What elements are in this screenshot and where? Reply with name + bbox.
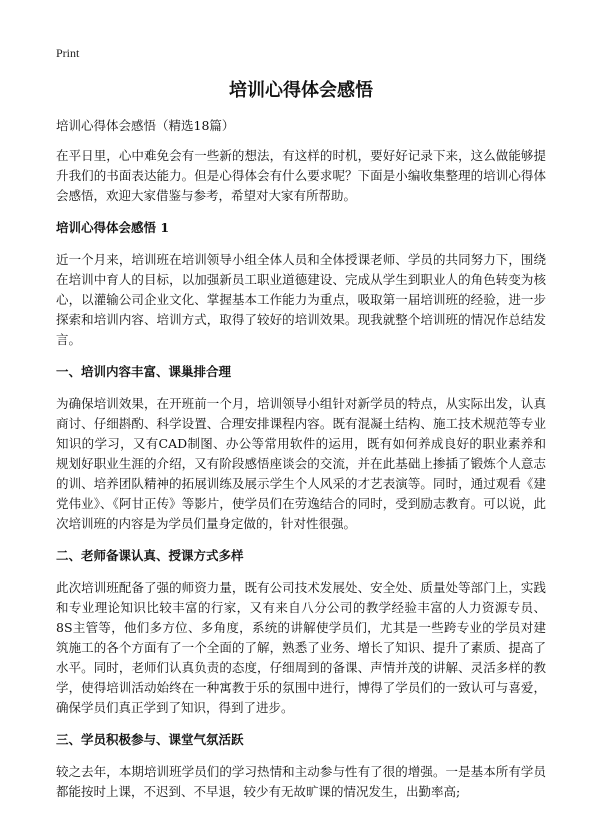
section1-heading: 培训心得体会感悟 1 xyxy=(56,220,170,235)
section1-paragraph: 近一个月来，培训班在培训领导小组全体人员和全体授课老师、学员的共同努力下，围绕在培训中育人的目标，以加强新员工职业道德建设、完成从学生到职业人的角色转变为核心，以灌输公司企业文化、掌握基本工作能力为重点，吸取第一届培训班的经验，进一步探索和培训内容、培训方式，取得了较好的培训效果。现我就整个培训班的情况作总结发言。 xyxy=(56,252,546,347)
document-body xyxy=(56,80,546,814)
part3-heading: 三、学员积极参与、课堂气氛活跃 xyxy=(56,732,244,747)
print-link[interactable]: Print xyxy=(56,46,80,60)
page-title: 培训心得体会感悟 xyxy=(229,80,373,101)
document-subtitle: 培训心得体会感悟（精选18篇） xyxy=(56,118,235,133)
part1-heading: 一、培训内容丰富、课巢排合理 xyxy=(56,364,232,379)
part1-paragraph: 为确保培训效果，在开班前一个月，培训领导小组针对新学员的特点，从实际出发，认真商讨、仔细斟酌、科学设置、合理安排课程内容。既有混凝土结构、施工技术规范等专业知识的学习，又有CAD制图、办公等常用软件的运用，既有如何养成良好的职业素养和规划好职业生涯的介绍，又有阶段感悟座谈会的交流，并在此基础上掺插了锻炼个人意志的训、培养团队精神的拓展训练及展示学生个人风采的才艺表演等。同时，通过观看《建党伟业》、《阿甘正传》等影片，使学员们在劳逸结合的同时，受到励志教育。可以说，此次培训班的内容是为学员们量身定做的，针对性很强。 xyxy=(56,396,546,531)
part3-paragraph: 较之去年，本期培训班学员们的学习热情和主动参与性有了很的增强。一是基本所有学员都能按时上课，不迟到、不早退，较少有无故旷课的情况发生，出勤率高; xyxy=(56,764,546,799)
intro-paragraph: 在平日里，心中难免会有一些新的想法，有这样的时机，要好好记录下来，这么做能够提升我们的书面表达能力。但是心得体会有什么要求呢？下面是小编收集整理的培训心得体会感悟，欢迎大家借鉴与参考，希望对大家有所帮助。 xyxy=(56,148,546,203)
part2-paragraph: 此次培训班配备了强的师资力量，既有公司技术发展处、安全处、质量处等部门上，实践和专业理论知识比较丰富的行家，又有来自八分公司的教学经验丰富的人力资源专员、8S主管等，他们多方位、多角度，系统的讲解使学员们，尤其是一些跨专业的学员对建筑施工的各个方面有了一个全面的了解，熟悉了业务、增长了知识、提升了素质、提高了水平。同时，老师们认真负责的态度，仔细周到的备课、声情并茂的讲解、灵活多样的教学，使得培训活动始终在一种寓教于乐的氛围中进行，博得了学员们的一致认可与喜爱，确保学员们真正学到了知识，得到了进步。 xyxy=(56,580,546,715)
part2-heading: 二、老师备课认真、授课方式多样 xyxy=(56,548,244,563)
